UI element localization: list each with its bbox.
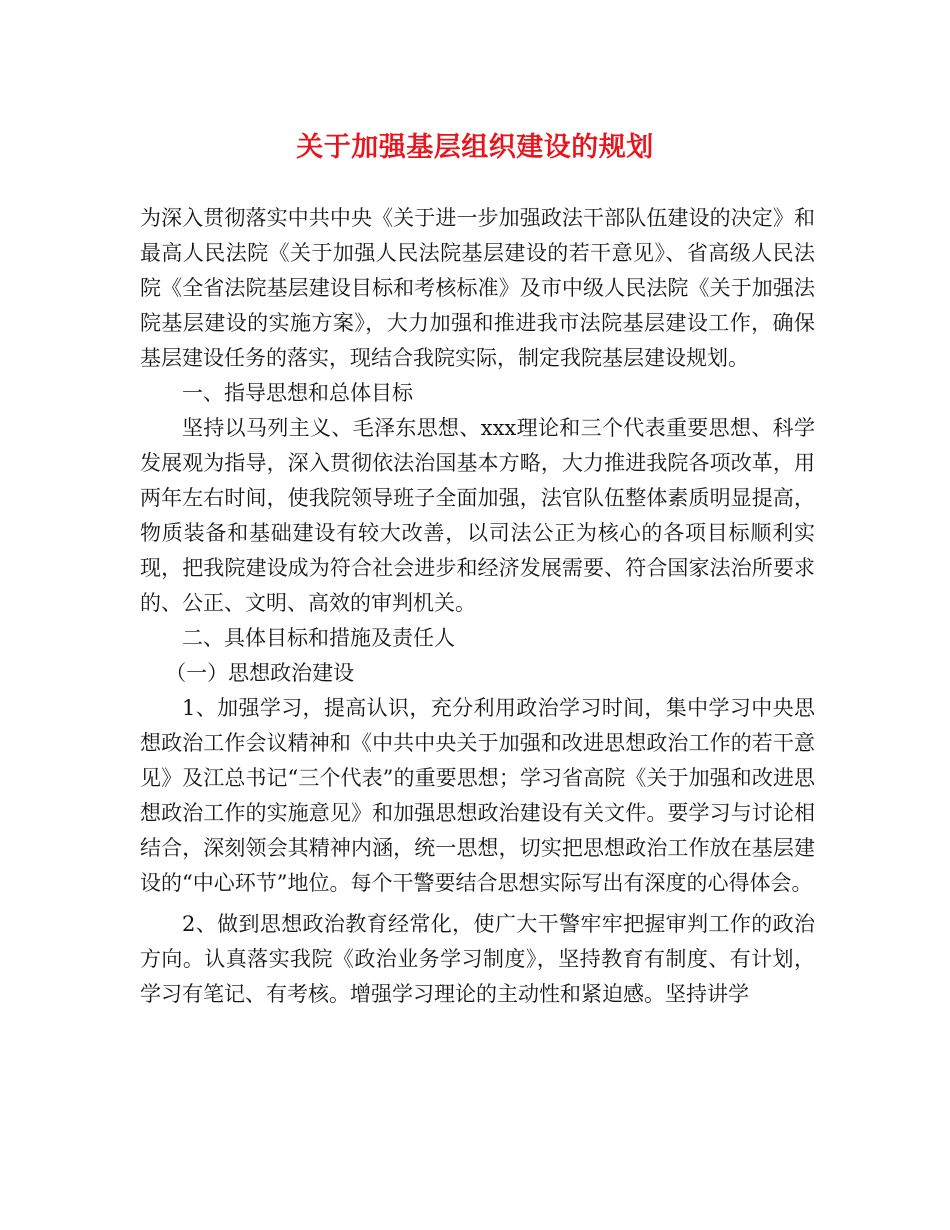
section-heading-guiding-ideology: 一、指导思想和总体目标 [182, 381, 413, 405]
subsection-heading-political-building: （一）思想政治建设 [165, 661, 355, 685]
section-heading-specific-goals: 二、具体目标和措施及责任人 [182, 626, 455, 650]
document-title: 关于加强基层组织建设的规划 [296, 132, 654, 163]
intro-paragraph: 为深入贯彻落实中共中央《关于进一步加强政法干部队伍建设的决定》和最高人民法院《关于加强人民法院基层建设的若干意见》、省高级人民法院《全省法院基层建设目标和考核标准》及市中级人民法院《关于加强法院基层建设的实施方案》，大力加强和推进我市法院基层建设工作，确保基层建设任务的落实，现结合我院实际，制定我院基层建设规划。 [140, 206, 815, 370]
item-2-paragraph: 2、做到思想政治教育经常化，使广大干警牢牢把握审判工作的政治方向。认真落实我院《政治业务学习制度》，坚持教育有制度、有计划，学习有笔记、有考核。增强学习理论的主动性和紧迫感。坚持讲学 [140, 912, 815, 1006]
guiding-ideology-paragraph: 坚持以马列主义、毛泽东思想、xxx理论和三个代表重要思想、科学发展观为指导，深入贯彻依法治国基本方略，大力推进我院各项改革，用两年左右时间，使我院领导班子全面加强，法官队伍整体素质明显提高，物质装备和基础建设有较大改善，以司法公正为核心的各项目标顺利实现，把我院建设成为符合社会进步和经济发展需要、符合国家法治所要求的、公正、文明、高效的审判机关。 [140, 416, 815, 615]
item-1-paragraph: 1、加强学习，提高认识，充分利用政治学习时间，集中学习中央思想政治工作会议精神和《中共中央关于加强和改进思想政治工作的若干意见》及江总书记“三个代表”的重要思想；学习省高院《关于加强和改进思想政治工作的实施意见》和加强思想政治建设有关文件。要学习与讨论相结合，深刻领会其精神内涵，统一思想，切实把思想政治工作放在基层建设的“中心环节”地位。每个干警要结合思想实际写出有深度的心得体会。 [140, 696, 815, 895]
document-body [140, 201, 815, 1012]
